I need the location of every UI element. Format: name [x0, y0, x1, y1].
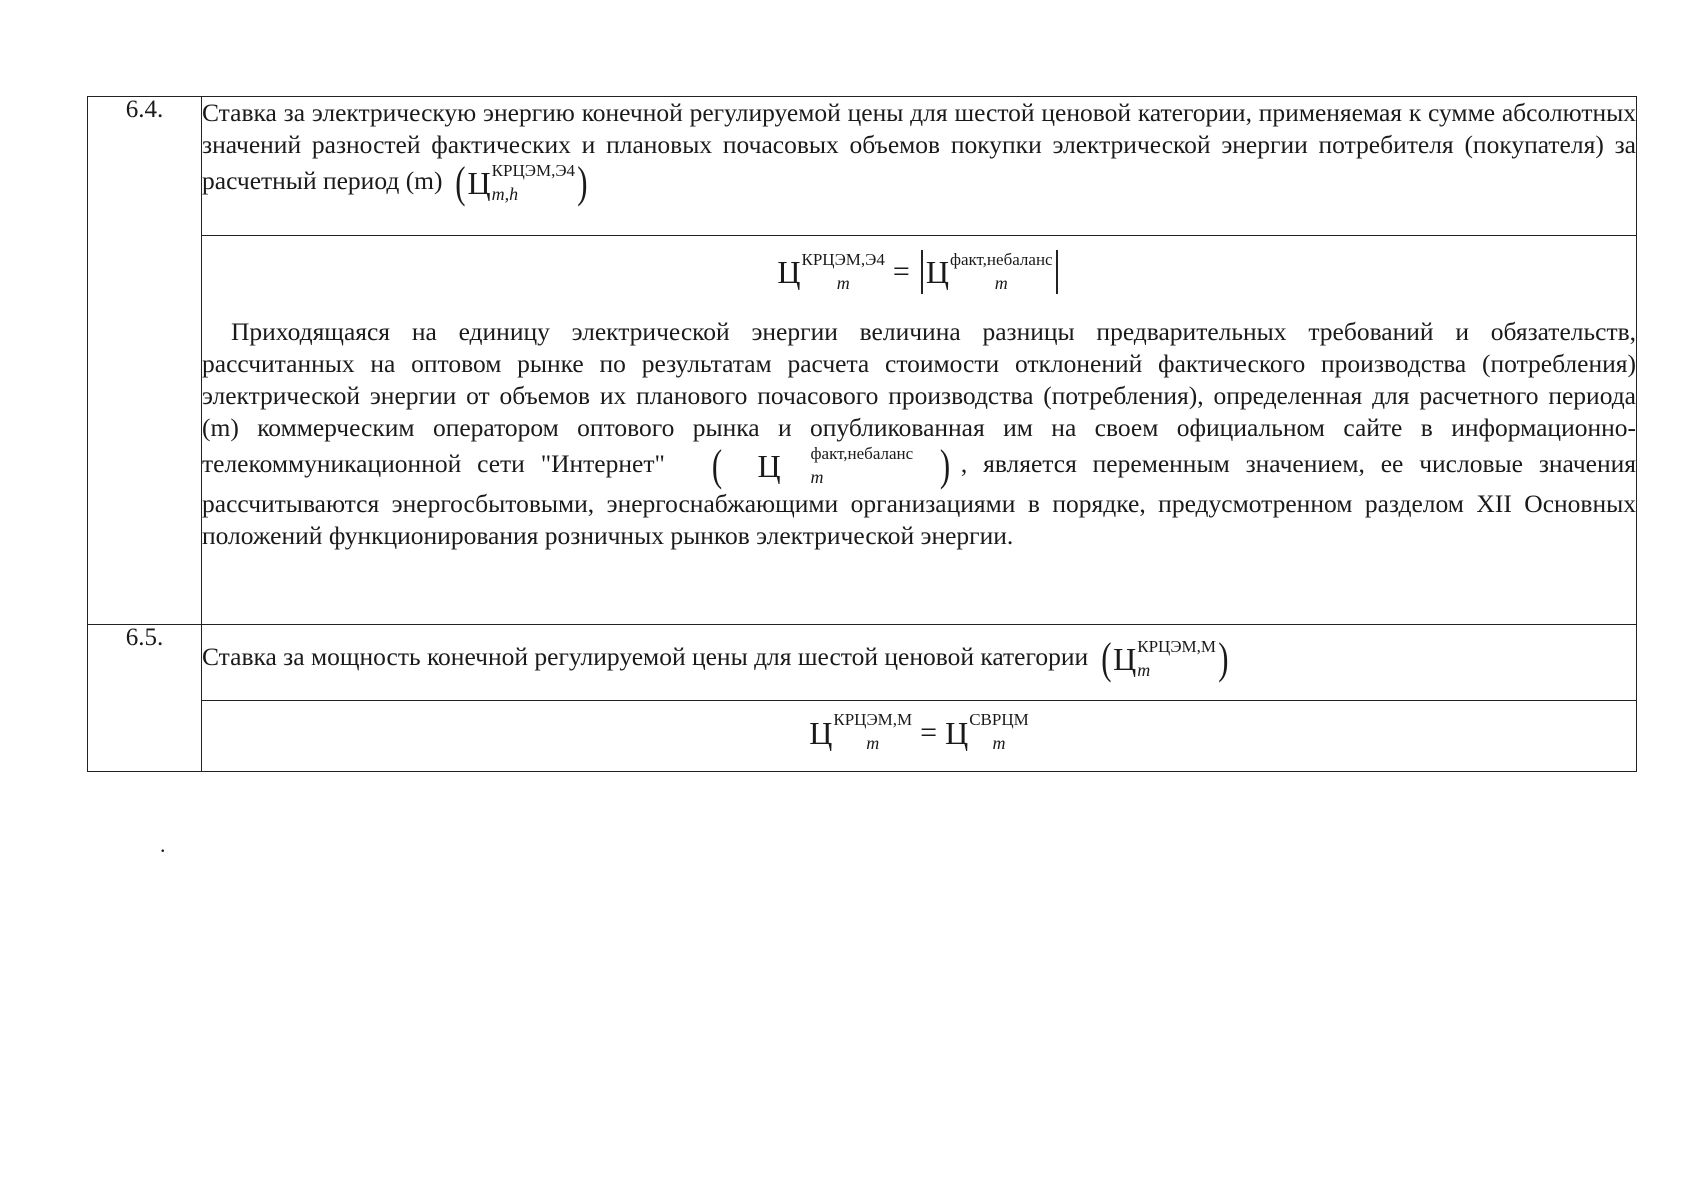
table-row: [88, 236, 1637, 625]
row-number: 6.5.: [88, 625, 202, 772]
formula: Ц КРЦЭМ,Э4 m = Ц факт,небаланс m: [202, 250, 1636, 294]
row-description: [202, 625, 1637, 701]
price-symbol: ( Ц КРЦЭМ,Э4 m,h ): [455, 158, 588, 207]
price-symbol: ( Ц факт,небаланс m ): [711, 441, 951, 490]
description-text: Ставка за электрическую энергию конечной регулируемой цены для шестой ценовой категории, применяемая к сумме абсолютных значений разностей фактических и плановых почасовых объемов покупки электрической энергии потребителя (покупателя) за расчетный период (m): [202, 98, 1636, 195]
description-text: Ставка за мощность конечной регулируемой цены для шестой ценовой категории: [202, 641, 1089, 671]
formula-block: [202, 701, 1637, 772]
explanation-paragraph: Приходящаяся на единицу электрической энергии величина разницы предварительных требований и обязательств, рассчитанных на оптовом рынке по результатам расчета стоимости отклонений фактического производства (потребления) электрической энергии от объемов их планового почасового производства (потребления), определенная для расчетного периода (m) коммерческим оператором оптового рынка и опубликованная им на своем официальном сайте в информационно-телекоммуникационной сети "Интернет" ( Ц факт,небаланс m ) , является переменным значением, ее числовые значения рассчитываются энергосбытовыми, энергоснабжающими организациями в порядке, предусмотренном разделом XII Основных положений функционирования розничных рынков электрической энергии.: [202, 317, 1637, 550]
trailing-period: .: [160, 832, 166, 857]
table-row: [88, 625, 1637, 701]
formula-block: [202, 236, 1637, 625]
table-row: [88, 97, 1637, 236]
price-symbol: ( Ц КРЦЭМ,М m ): [1100, 634, 1229, 683]
row-description: [202, 97, 1637, 236]
table-row: [88, 701, 1637, 772]
formula: Ц КРЦЭМ,М m = Ц СВРЦМ m: [809, 710, 1029, 753]
tariff-table: [87, 96, 1637, 772]
row-number: 6.4.: [88, 97, 202, 625]
